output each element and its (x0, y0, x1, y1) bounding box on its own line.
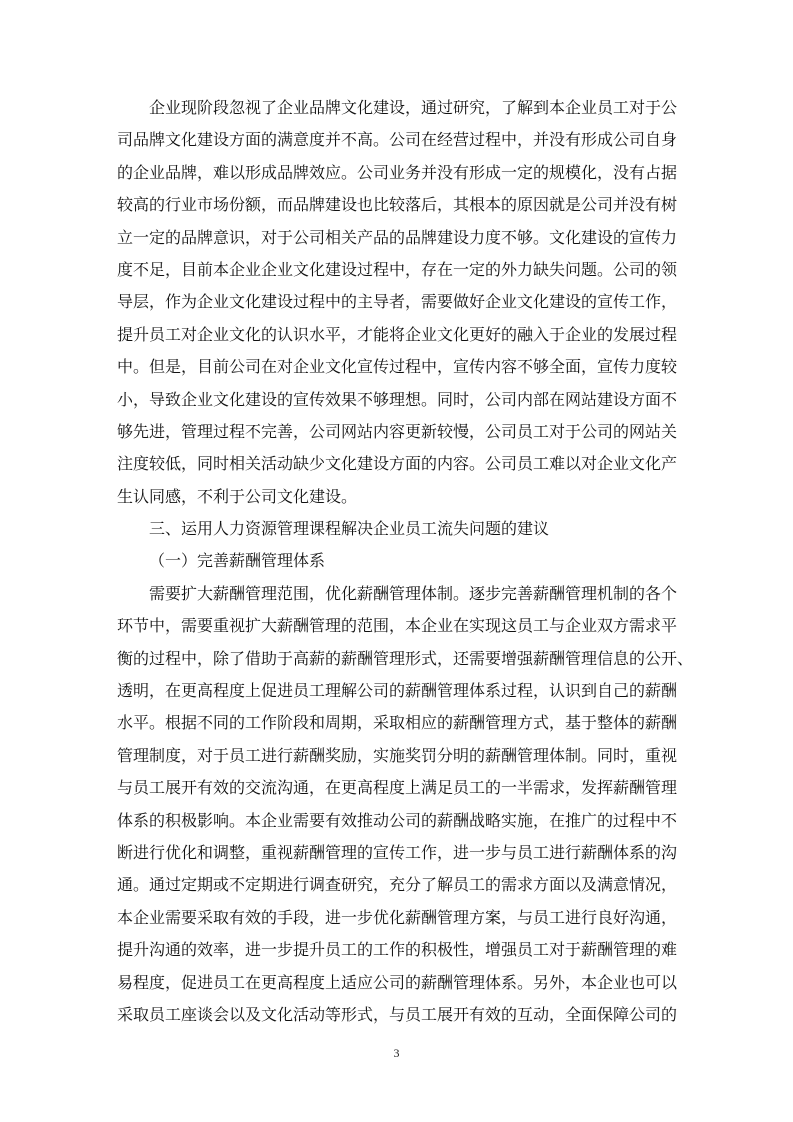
text-line: 够先进，管理过程不完善，公司网站内容更新较慢，公司员工对于公司的网站关 (117, 421, 678, 441)
text-line: 通。通过定期或不定期进行调查研究，充分了解员工的需求方面以及满意情况， (117, 875, 678, 895)
text-line: 立一定的品牌意识，对于公司相关产品的品牌建设力度不够。文化建设的宣传力 (117, 227, 678, 247)
text-line: 中。但是，目前公司在对企业文化宣传过程中，宣传内容不够全面，宣传力度较 (117, 357, 678, 377)
text-line: 小，导致企业文化建设的宣传效果不够理想。同时，公司内部在网站建设方面不 (117, 389, 678, 409)
text-line: 需要扩大薪酬管理范围，优化薪酬管理体制。逐步完善薪酬管理机制的各个 (149, 583, 678, 603)
text-line: 本企业需要采取有效的手段，进一步优化薪酬管理方案，与员工进行良好沟通， (117, 907, 678, 927)
document-body (117, 92, 694, 1031)
text-line: 司品牌文化建设方面的满意度并不高。公司在经营过程中，并没有形成公司自身 (117, 130, 678, 150)
text-line: 较高的行业市场份额，而品牌建设也比较落后，其根本的原因就是公司并没有树 (117, 195, 678, 215)
section-heading: 三、运用人力资源管理课程解决企业员工流失问题的建议 (149, 519, 550, 539)
text-line: 企业现阶段忽视了企业品牌文化建设，通过研究，了解到本企业员工对于公 (149, 98, 678, 117)
text-line: 断进行优化和调整，重视薪酬管理的宣传工作，进一步与员工进行薪酬体系的沟 (117, 842, 678, 862)
text-line: 提升沟通的效率，进一步提升员工的工作的积极性，增强员工对于薪酬管理的难 (117, 940, 678, 960)
text-line: 衡的过程中，除了借助于高薪的薪酬管理形式，还需要增强薪酬管理信息的公开、 (117, 648, 694, 668)
subsection-heading: （一）完善薪酬管理体系 (149, 551, 326, 571)
text-line: 注度较低，同时相关活动缺少文化建设方面的内容。公司员工难以对企业文化产 (117, 454, 678, 474)
text-line: 管理制度，对于员工进行薪酬奖励，实施奖罚分明的薪酬管理体制。同时，重视 (117, 745, 678, 765)
text-line: 水平。根据不同的工作阶段和周期，采取相应的薪酬管理方式，基于整体的薪酬 (117, 713, 678, 733)
text-line: 导层，作为企业文化建设过程中的主导者，需要做好企业文化建设的宣传工作， (117, 292, 678, 312)
text-line: 环节中，需要重视扩大薪酬管理的范围，本企业在实现这员工与企业双方需求平 (117, 616, 678, 636)
paragraph-brand-culture (117, 92, 677, 513)
text-line: 的企业品牌，难以形成品牌效应。公司业务并没有形成一定的规模化，没有占据 (117, 162, 678, 182)
text-line: 度不足，目前本企业企业文化建设过程中，存在一定的外力缺失问题。公司的领 (117, 259, 678, 279)
page-number: 3 (393, 1046, 400, 1060)
text-line: 采取员工座谈会以及文化活动等形式，与员工展开有效的互动，全面保障公司的 (117, 1004, 678, 1024)
text-line: 易程度，促进员工在更高程度上适应公司的薪酬管理体系。另外，本企业也可以 (117, 972, 678, 992)
text-line: 提升员工对企业文化的认识水平，才能将企业文化更好的融入于企业的发展过程 (117, 324, 678, 344)
text-line: 体系的积极影响。本企业需要有效推动公司的薪酬战略实施，在推广的过程中不 (117, 810, 678, 830)
text-line: 生认同感，不利于公司文化建设。 (117, 486, 358, 506)
text-line: 与员工展开有效的交流沟通，在更高程度上满足员工的一半需求，发挥薪酬管理 (117, 778, 678, 798)
text-line: 透明，在更高程度上促进员工理解公司的薪酬管理体系过程，认识到自己的薪酬 (117, 681, 678, 701)
paragraph-salary-management (117, 578, 694, 1031)
